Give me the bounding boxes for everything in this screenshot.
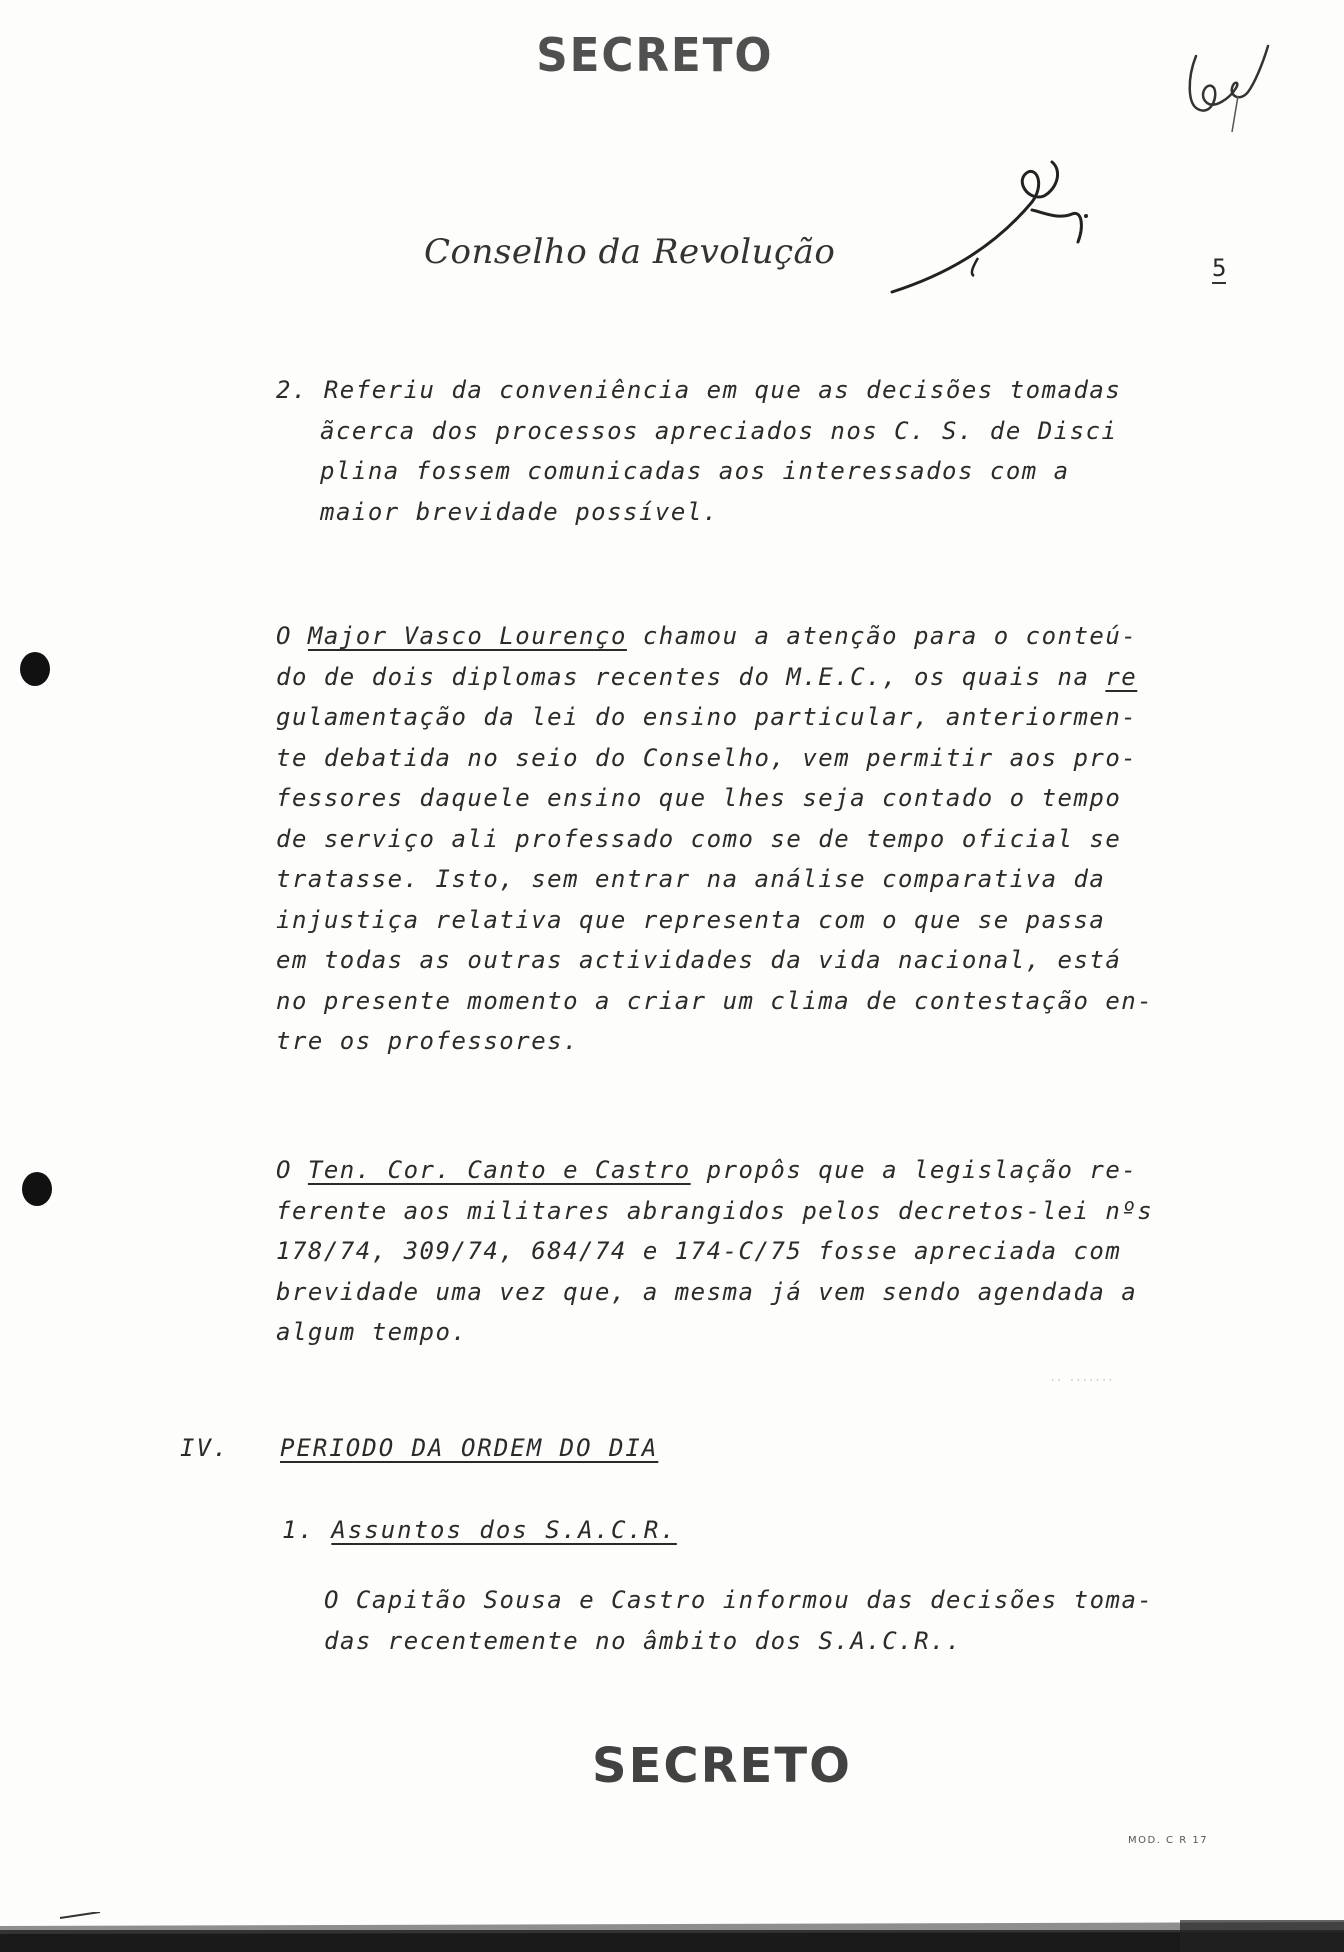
paragraph-line: brevidade uma vez que, a mesma já vem sendo agendada a (276, 1277, 1138, 1306)
paragraph-line: tratasse. Isto, sem entrar na análise comparativa da (276, 865, 1106, 893)
speaker-name: Ten. Cor. Canto e Castro (307, 1156, 691, 1184)
paragraph-line: 2. Referiu da conveniência em que as decisões tomadas (276, 376, 1122, 404)
paragraph-line: O Ten. Cor. Canto e Castro propôs que a legislação re- (276, 1156, 1138, 1184)
paragraph-line: em todas as outras actividades da vida nacional, está (276, 946, 1122, 974)
paragraph-line: ferente aos militares abrangidos pelos decretos-lei nºs (276, 1196, 1154, 1225)
paragraph-line: O Capitão Sousa e Castro informou das decisões toma- (324, 1586, 1154, 1614)
paragraph-line: das recentemente no âmbito dos S.A.C.R.. (324, 1626, 962, 1655)
punch-hole (20, 652, 50, 686)
paragraph-line: tre os professores. (276, 1027, 580, 1055)
page-number: 5 (1212, 254, 1227, 282)
paragraph-line: injustiça relativa que representa com o que se passa (276, 905, 1106, 934)
scan-edge-artifact (0, 1912, 1344, 1952)
form-code: MOD. C R 17 (1128, 1835, 1209, 1846)
paragraph-line: de serviço ali professado como se de tempo oficial se (276, 824, 1122, 853)
section-number: IV. (180, 1434, 230, 1462)
paragraph-2 (276, 616, 1153, 1062)
paragraph-line: O Major Vasco Lourenço chamou a atenção para o conteú- (276, 622, 1138, 650)
handwritten-signature (882, 150, 1092, 300)
item-heading: 1. Assuntos dos S.A.C.R. (282, 1516, 677, 1544)
paragraph-line: gulamentação da lei do ensino particular, anteriormen- (276, 703, 1138, 731)
letterhead: Conselho da Revolução (424, 232, 836, 272)
paragraph-line: 178/74, 309/74, 684/74 e 174-C/75 fosse apreciada com (276, 1237, 1122, 1265)
secreto-stamp-bottom: SECRETO (592, 1738, 852, 1794)
secreto-stamp-top: SECRETO (536, 28, 774, 82)
paragraph-line: do de dois diplomas recentes do M.E.C., os quais na re (276, 662, 1138, 691)
punch-hole (22, 1172, 52, 1206)
faint-scan-mark: ·· ······· (1050, 1376, 1115, 1386)
paragraph-1 (276, 370, 1121, 532)
paragraph-3 (276, 1150, 1153, 1353)
paragraph-4 (324, 1580, 1153, 1661)
item-title: Assuntos dos S.A.C.R. (331, 1516, 677, 1544)
paragraph-line: fessores daquele ensino que lhes seja contado o tempo (276, 784, 1122, 812)
paragraph-line: maior brevidade possível. (320, 497, 719, 526)
section-title: PERIODO DA ORDEM DO DIA (280, 1434, 659, 1462)
speaker-name: Major Vasco Lourenço (307, 622, 627, 650)
paragraph-line: algum tempo. (276, 1318, 468, 1346)
paragraph-line: plina fossem comunicadas aos interessados com a (320, 457, 1070, 485)
paragraph-line: no presente momento a criar um clima de contestação en- (276, 986, 1154, 1015)
paragraph-line: te debatida no seio do Conselho, vem permitir aos pro- (276, 743, 1138, 772)
handwritten-initials (1178, 36, 1274, 136)
paragraph-line: ãcerca dos processos apreciados nos C. S. de Disci (320, 416, 1118, 445)
